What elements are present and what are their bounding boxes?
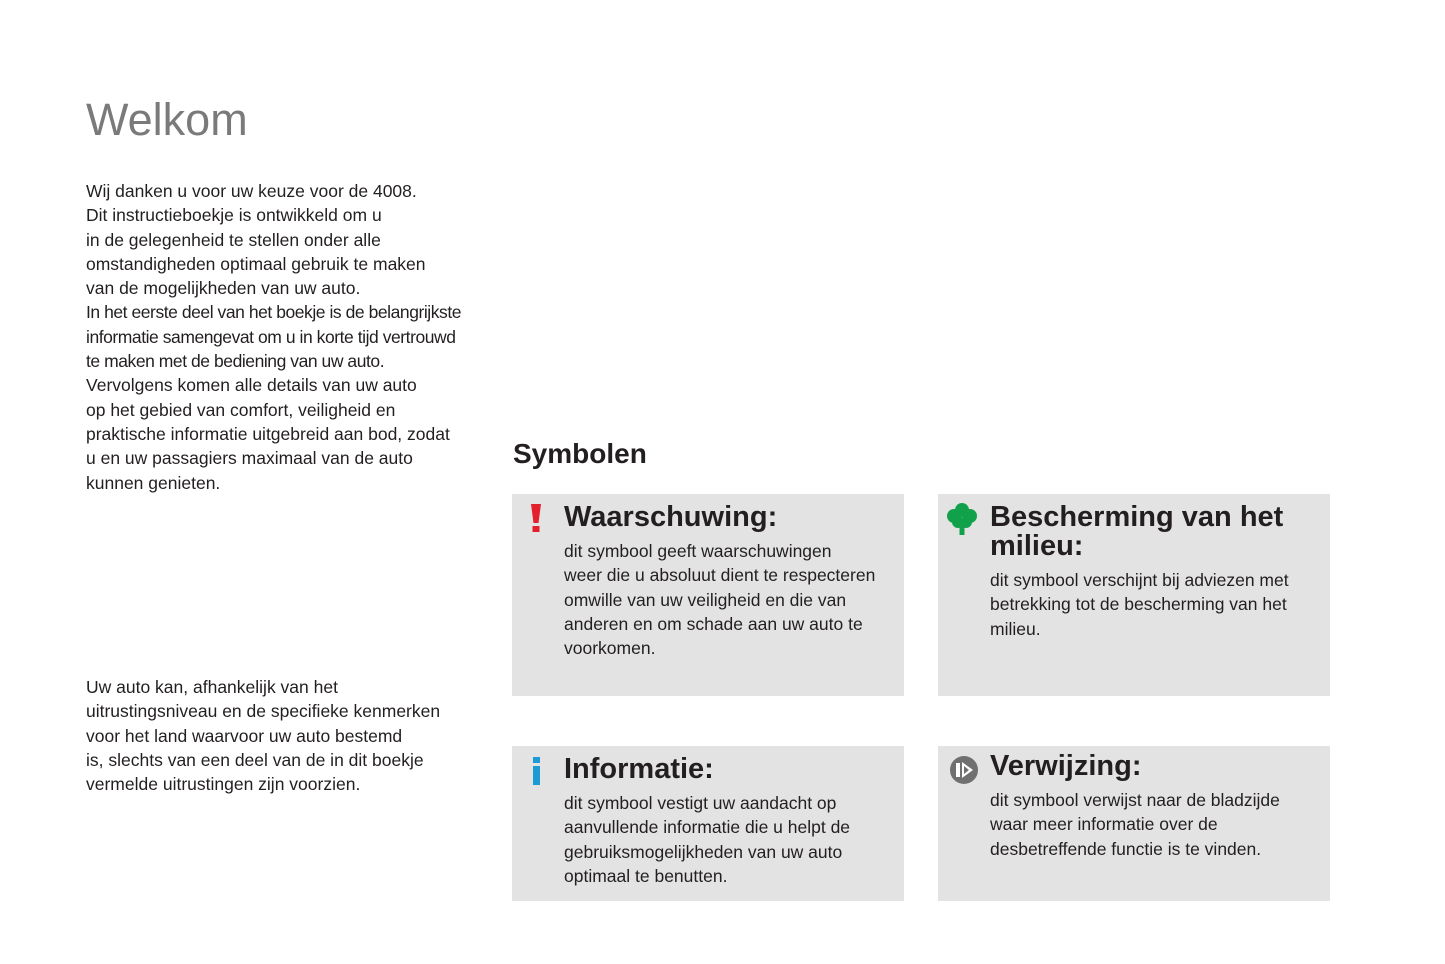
warning-line: anderen en om schade aan uw auto te <box>564 613 863 634</box>
intro-line: informatie samengevat om u in korte tijd vertrouwd <box>86 326 456 347</box>
note-line: voor het land waarvoor uw auto bestemd <box>86 725 403 746</box>
note-line: Uw auto kan, afhankelijk van het <box>86 677 338 697</box>
environment-line: betrekking tot de bescherming van het <box>990 594 1287 615</box>
reference-arrow-icon <box>949 755 979 785</box>
tree-icon <box>947 502 977 536</box>
symbols-heading: Symbolen <box>513 438 647 469</box>
reference-line: dit symbool verwijst naar de bladzijde <box>990 790 1280 810</box>
note-line: uitrustingsniveau en de specifieke kenmerken <box>86 701 441 722</box>
information-line: gebruiksmogelijkheden van uw auto <box>564 841 843 862</box>
intro-line: u en uw passagiers maximaal van de auto <box>86 448 413 469</box>
environment-line: dit symbool verschijnt bij adviezen met <box>990 570 1289 590</box>
information-line: aanvullende informatie die u helpt de <box>564 817 851 838</box>
warning-line: dit symbool geeft waarschuwingen <box>564 541 832 561</box>
intro-line: Vervolgens komen alle details van uw auto <box>86 375 417 396</box>
intro-line: Wij danken u voor uw keuze voor de 4008. <box>86 181 417 201</box>
environment-line: milieu. <box>990 618 1041 639</box>
reference-symbol-box <box>938 746 1330 901</box>
information-line: dit symbool vestigt uw aandacht op <box>564 793 837 813</box>
environment-title-line: milieu: <box>990 530 1084 562</box>
intro-line: In het eerste deel van het boekje is de belangrijkste <box>86 302 462 323</box>
intro-line: van de mogelijkheden van uw auto. <box>86 278 361 299</box>
warning-line: voorkomen. <box>564 638 656 659</box>
warning-symbol-box <box>512 494 904 696</box>
warning-text <box>564 539 898 660</box>
warning-line: weer die u absoluut dient te respecteren <box>564 565 876 586</box>
intro-line: te maken met de bediening van uw auto. <box>86 351 385 372</box>
environment-title-line: Bescherming van het <box>990 501 1284 533</box>
reference-line: desbetreffende functie is te vinden. <box>990 838 1262 859</box>
exclamation-icon <box>526 503 552 535</box>
information-line: optimaal te benutten. <box>564 865 728 886</box>
intro-line: omstandigheden optimaal gebruik te maken <box>86 253 426 274</box>
information-text <box>564 791 898 888</box>
reference-title: Verwijzing: <box>990 750 1142 782</box>
note-line: vermelde uitrustingen zijn voorzien. <box>86 774 361 795</box>
information-title: Informatie: <box>564 753 714 785</box>
page-title: Welkom <box>86 94 248 145</box>
environment-title <box>990 503 1322 561</box>
equipment-note <box>86 675 476 796</box>
info-icon <box>530 757 544 785</box>
intro-line: Dit instructieboekje is ontwikkeld om u <box>86 205 382 226</box>
note-line: is, slechts van een deel van de in dit boekje <box>86 749 424 770</box>
environment-symbol-box <box>938 494 1330 696</box>
intro-line: in de gelegenheid te stellen onder alle <box>86 229 381 250</box>
information-symbol-box <box>512 746 904 901</box>
reference-line: waar meer informatie over de <box>990 814 1218 835</box>
warning-line: omwille van uw veiligheid en die van <box>564 589 847 610</box>
intro-text <box>86 179 486 495</box>
environment-text <box>990 568 1324 641</box>
intro-line: praktische informatie uitgebreid aan bod, zodat <box>86 423 450 444</box>
warning-title: Waarschuwing: <box>564 501 778 533</box>
intro-line: op het gebied van comfort, veiligheid en <box>86 399 396 420</box>
reference-text <box>990 788 1324 861</box>
intro-line: kunnen genieten. <box>86 472 221 493</box>
